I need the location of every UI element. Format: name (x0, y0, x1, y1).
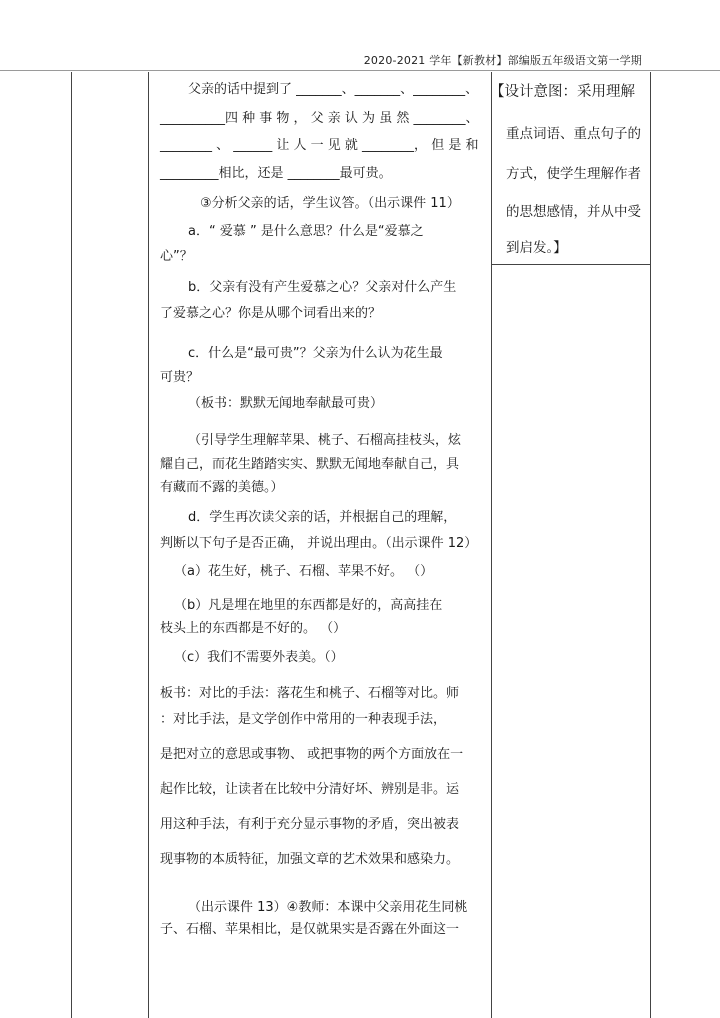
side-cell-bottom-border (491, 264, 651, 265)
design-intent-line: 重点词语、重点句子的 (506, 126, 641, 142)
content-line: （a）花生好，桃子、石榴、苹果不好。 （） (174, 564, 434, 579)
table-border-left (71, 72, 72, 1018)
content-line: （b）凡是埋在地里的东西都是好的，高高挂在 (174, 598, 443, 613)
content-line: 可贵？ (160, 370, 200, 385)
content-line: 现事物的本质特征，加强文章的艺术效果和感染力。 (160, 852, 460, 867)
content-line: ：对比手法，是文学创作中常用的一种表现手法， (160, 712, 447, 727)
design-intent-line: 方式，使学生理解作者 (506, 166, 641, 182)
content-line: 父亲的话中提到了 _______、_______、________、 (188, 82, 479, 97)
design-intent-line: 【设计意图：采用理解 (490, 84, 635, 100)
content-line: _________相比，还是 ________最可贵。 (160, 166, 392, 181)
content-line: 了爱慕之心？你是从哪个词看出来的？ (160, 306, 382, 321)
content-line: d．学生再次读父亲的话，并根据自己的理解， (188, 510, 457, 525)
content-line: （板书：默默无闻地奉献最可贵） (188, 396, 384, 411)
content-line: 心”？ (160, 249, 193, 264)
header-divider (0, 70, 720, 71)
design-intent-line: 到启发。】 (506, 240, 567, 256)
content-line: 起作比较，让读者在比较中分清好坏、辨别是非。运 (160, 782, 460, 797)
content-line: ________ 、 ______ 让 人 一 见 就 ________， 但 是 和 (160, 138, 479, 153)
content-line: c．什么是“最可贵”？父亲为什么认为花生最 (188, 346, 443, 361)
content-line: （c）我们不需要外表美。（） (174, 650, 344, 665)
content-line: （出示课件 13）④教师：本课中父亲用花生同桃 (188, 900, 468, 915)
content-line: a．“ 爱慕 ” 是什么意思？什么是“爱慕之 (188, 224, 424, 239)
page-header: 2020-2021 学年【新教材】部编版五年级语文第一学期 (363, 54, 642, 67)
content-line: 判断以下句子是否正确， 并说出理由。（出示课件 12） (160, 536, 478, 551)
content-line: 枝头上的东西都是不好的。 （） (160, 621, 347, 636)
content-line: 子、石榴、苹果相比，是仅就果实是否露在外面这一 (160, 922, 460, 937)
design-intent-line: 的思想感情，并从中受 (506, 204, 641, 220)
content-line: （引导学生理解苹果、桃子、石榴高挂枝头，炫 (188, 433, 462, 448)
table-column-divider-1 (148, 72, 149, 1018)
content-line: 板书：对比的手法：落花生和桃子、石榴等对比。师 (160, 686, 460, 701)
content-line: 是把对立的意思或事物、 或把事物的两个方面放在一 (160, 747, 464, 762)
content-line: b．父亲有没有产生爱慕之心？父亲对什么产生 (188, 280, 457, 295)
table-border-right (650, 72, 651, 1018)
content-line: ③分析父亲的话，学生议答。（出示课件 11） (200, 196, 460, 211)
table-column-divider-2 (491, 72, 492, 1018)
content-line: 用这种手法，有利于充分显示事物的矛盾，突出被表 (160, 817, 460, 832)
content-line: 耀自己，而花生踏踏实实、默默无闻地奉献自己，具 (160, 457, 460, 472)
content-line: __________四 种 事 物 ， 父 亲 认 为 虽 然 ________、 (160, 111, 479, 126)
content-line: 有藏而不露的美德。） (160, 480, 284, 495)
